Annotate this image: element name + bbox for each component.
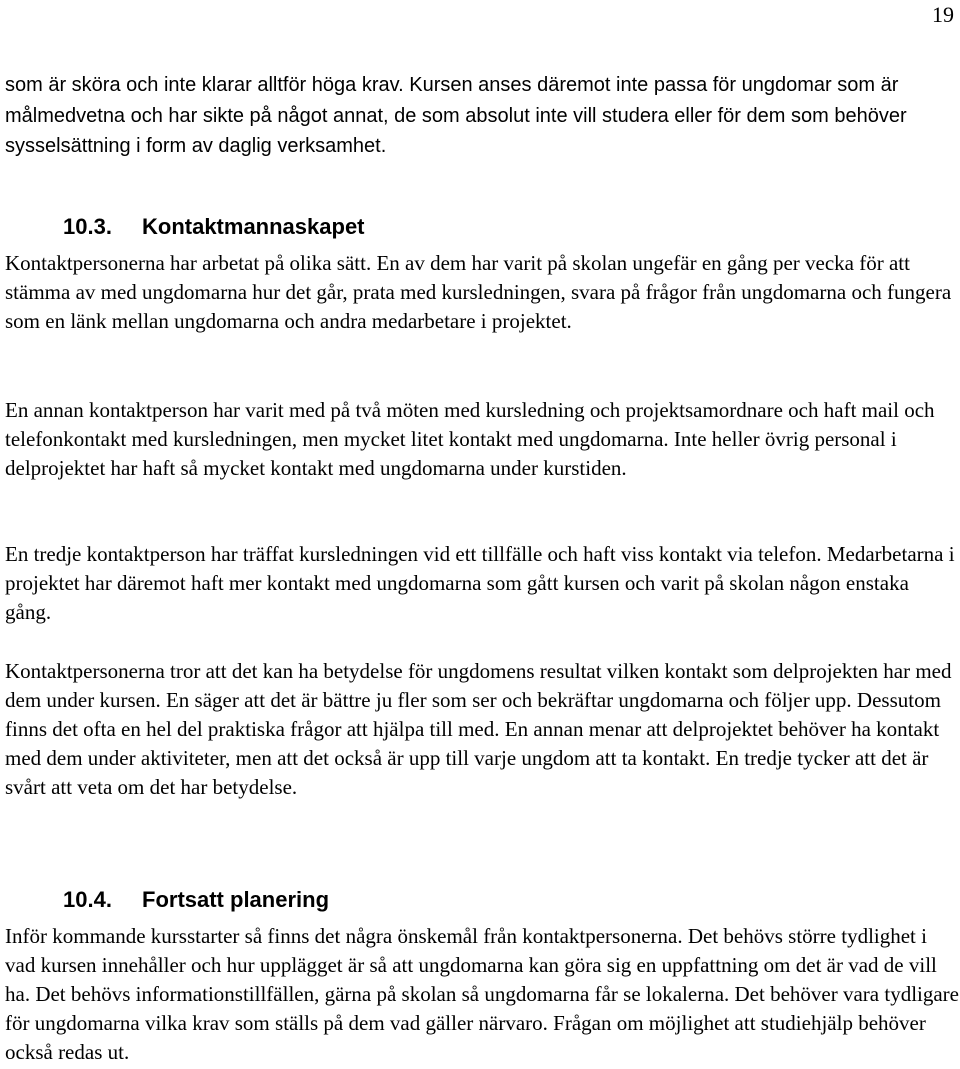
paragraph: Kontaktpersonerna har arbetat på olika sätt. En av dem har varit på skolan ungefär en gång per vecka för att stämma av med ungdomarna hur det går, prata med kursledningen, svara på frågor från ungdomarna och fungera som en länk mellan ungdomarna och andra medarbetare i projektet.: [5, 251, 952, 333]
section-title: Fortsatt planering: [142, 887, 330, 912]
section-title: Kontaktmannaskapet: [142, 214, 365, 239]
intro-paragraph: som är sköra och inte klarar alltför höga krav. Kursen anses däremot inte passa för ungdomar som är målmedvetna och har sikte på något annat, de som absolut inte vill studera eller för dem som behöver sysselsättning i form av daglig verksamhet.: [5, 74, 907, 157]
section-heading-10-4: [63, 887, 329, 913]
paragraph: En tredje kontaktperson har träffat kursledningen vid ett tillfälle och haft viss kontakt via telefon. Medarbetarna i projektet har däremot haft mer kontakt med ungdomarna som gått kursen och varit på skolan någon enstaka gång.: [5, 542, 955, 624]
paragraph: Inför kommande kursstarter så finns det några önskemål från kontaktpersonerna. Det behövs större tydlighet i vad kursen innehåller och hur upplägget är så att ungdomarna kan göra sig en uppfattning om det är vad de vill ha. Det behövs informationstillfällen, gärna på skolan så ungdomarna får se lokalerna. Det behöver vara tydligare för ungdomarna vilka krav som ställs på dem vad gäller närvaro. Frågan om möjlighet att studiehjälp behöver också redas ut.: [5, 924, 959, 1064]
section-number: 10.3.: [63, 214, 112, 239]
section-number: 10.4.: [63, 887, 112, 912]
paragraph: En annan kontaktperson har varit med på två möten med kursledning och projektsamordnare och haft mail och telefonkontakt med kursledningen, men mycket litet kontakt med ungdomarna. Inte heller övrig personal i delprojektet har haft så mycket kontakt med ungdomarna under kurstiden.: [5, 398, 935, 480]
section-heading-10-3: [63, 214, 365, 240]
paragraph: Kontaktpersonerna tror att det kan ha betydelse för ungdomens resultat vilken kontakt som delprojekten har med dem under kursen. En säger att det är bättre ju fler som ser och bekräftar ungdomarna och följer upp. Dessutom finns det ofta en hel del praktiska frågor att hjälpa till med. En annan menar att delprojektet behöver ha kontakt med dem under aktiviteter, men att det också är upp till varje ungdom att ta kontakt. En tredje tycker att det är svårt att veta om det har betydelse.: [5, 659, 952, 799]
page-number: 19: [932, 2, 954, 27]
